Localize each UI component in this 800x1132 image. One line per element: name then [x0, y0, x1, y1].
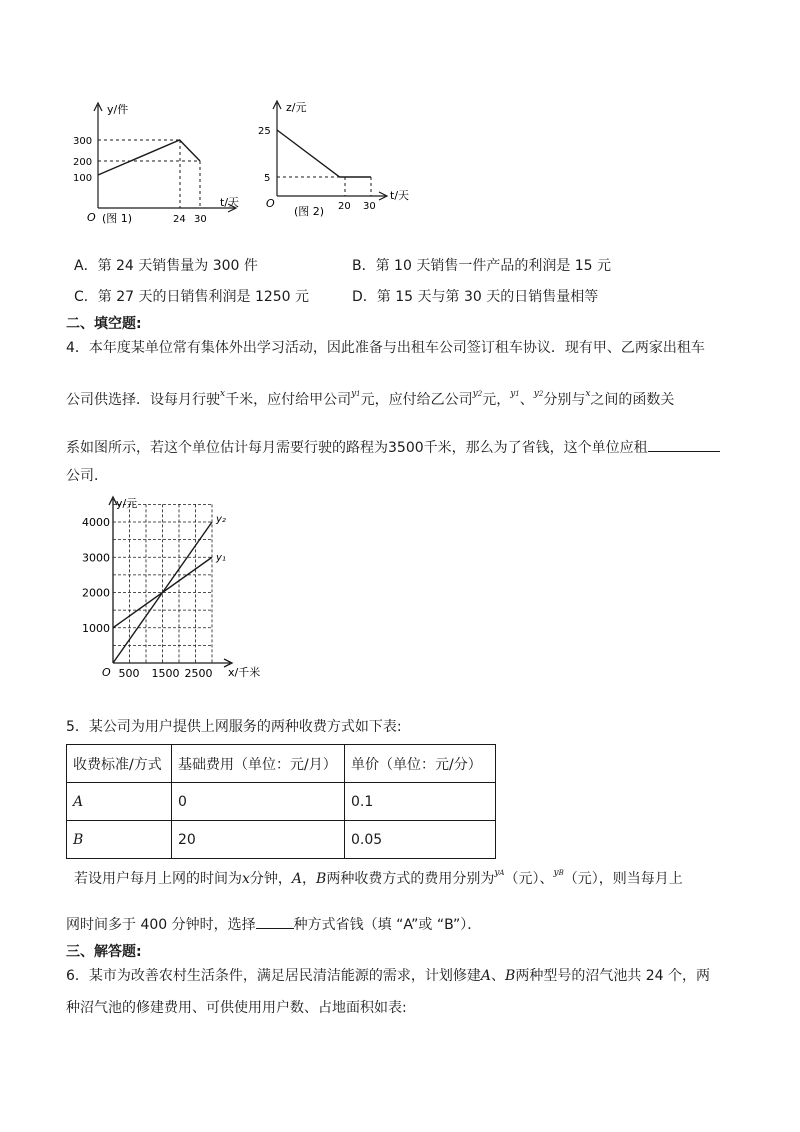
option-d: D．第 15 天与第 30 天的日销售量相等: [352, 289, 599, 305]
table-cell: 0: [172, 783, 345, 821]
fig2-xtick-30: 30: [363, 201, 376, 212]
q5-intro: 5．某公司为用户提供上网服务的两种收费方式如下表:: [66, 719, 402, 735]
x-tick-label: 2500: [184, 667, 213, 680]
y-tick-label: 1000: [82, 621, 110, 635]
q6-line-1: 6．某市为改善农村生活条件，满足居民清洁能源的需求，计划修建A、B两种型号的沼气池共 24 个，两: [66, 968, 711, 984]
figure-2: [250, 95, 430, 225]
q5-var-yb: yB: [553, 868, 564, 878]
table-cell: 20: [172, 821, 345, 859]
fig2-xlabel: t/天: [390, 189, 410, 202]
table-header-cell: 基础费用（单位：元/月）: [172, 745, 345, 783]
q4-line-4: 公司．: [66, 468, 108, 484]
table-row: [67, 821, 496, 859]
table-header-row: [67, 745, 496, 783]
fig2-profit-line: [277, 130, 371, 177]
q4-line-chart: [80, 493, 280, 683]
fig1-sales-line: [98, 140, 200, 175]
q4-line-3: 系如图所示，若这个单位估计每月需要行驶的路程为3500千米，那么为了省钱，这个单位应租: [66, 437, 720, 458]
q4-var-y1: y1: [351, 389, 361, 399]
chart-labels-group: [82, 497, 260, 680]
table-cell: A: [67, 783, 172, 821]
fig2-xtick-20: 20: [338, 201, 351, 212]
q6-line-2: 种沼气池的修建费用、可供使用用户数、占地面积如表:: [66, 1000, 407, 1016]
fig1-ytick-100: 100: [73, 173, 93, 184]
option-b: B．第 10 天销售一件产品的利润是 15 元: [352, 258, 612, 274]
x-tick-label: 500: [118, 667, 140, 680]
q4-var-x-2: x: [585, 389, 591, 399]
chart-xlabel: x/千米: [228, 666, 261, 679]
fig1-xtick-24: 24: [173, 214, 186, 225]
fig2-ytick-5: 5: [264, 173, 271, 184]
fig1-caption: (图 1): [102, 212, 133, 225]
table-cell: 0.05: [345, 821, 496, 859]
table-header-cell: 单价（单位：元/分）: [345, 745, 496, 783]
q5-line-1: 若设用户每月上网的时间为x分钟，A，B两种收费方式的费用分别为$^{yA}$（元）、$^{yB}$（元），则当每月上: [74, 868, 683, 887]
figure-1: [60, 95, 260, 225]
fig1-ytick-200: 200: [73, 157, 93, 168]
fig1-origin: O: [87, 211, 96, 224]
q4-line-2: 公司供选择．设每月行驶$^x$千米，应付给甲公司$^{y1}$元，应付给乙公司$^{y2}$元，$^{y1}$、$^{y2}$分别与$^x$之间的函数关: [66, 389, 675, 408]
table-row: [67, 783, 496, 821]
series-label-1: y₁: [216, 552, 226, 564]
fig2-ytick-25: 25: [258, 126, 271, 137]
fig1-xtick-30: 30: [194, 214, 207, 225]
series-label-2: y₂: [216, 514, 226, 525]
section-solve-title: 三、解答题:: [66, 944, 142, 960]
chart-ylabel: y/元: [116, 497, 138, 510]
chart-series-group: [113, 514, 226, 663]
q5-var-ya: yA: [494, 868, 505, 878]
q4-var-y1-b: y1: [510, 389, 520, 399]
q4-var-y2-b: y2: [533, 389, 544, 399]
option-c: C．第 27 天的日销售利润是 1250 元: [74, 289, 310, 305]
fig1-xlabel: t/天: [220, 196, 240, 209]
table-header-cell: 收费标准/方式: [67, 745, 172, 783]
q4-line-1: 4．本年度某单位常有集体外出学习活动，因此准备与出租车公司签订租车协议．现有甲、乙两家出租车: [66, 340, 705, 356]
y-tick-label: 2000: [82, 586, 110, 600]
chart-grid: [113, 504, 212, 663]
fig2-caption: (图 2): [294, 205, 325, 218]
table-cell: B: [67, 821, 172, 859]
fig1-ytick-300: 300: [73, 136, 93, 147]
fig2-ylabel: z/元: [286, 101, 307, 114]
q4-answer-blank[interactable]: [648, 437, 720, 452]
fee-table: [66, 744, 496, 859]
section-fill-in-title: 二、填空题:: [66, 316, 142, 332]
chart-origin: O: [102, 666, 111, 679]
q5-line-2: 网时间多于 400 分钟时，选择 种方式省钱（填 “A”或 “B”）．: [66, 914, 481, 935]
fig1-ylabel: y/件: [107, 103, 129, 116]
y-tick-label: 4000: [82, 516, 110, 529]
q4-var-y2: y2: [472, 389, 483, 399]
q4-var-x-1: x: [220, 389, 226, 399]
fig2-origin: O: [266, 197, 275, 210]
option-a: A．第 24 天销售量为 300 件: [74, 258, 258, 274]
x-tick-label: 1500: [151, 667, 180, 680]
table-cell: 0.1: [345, 783, 496, 821]
y-tick-label: 3000: [82, 551, 110, 565]
q5-answer-blank[interactable]: [256, 914, 294, 929]
